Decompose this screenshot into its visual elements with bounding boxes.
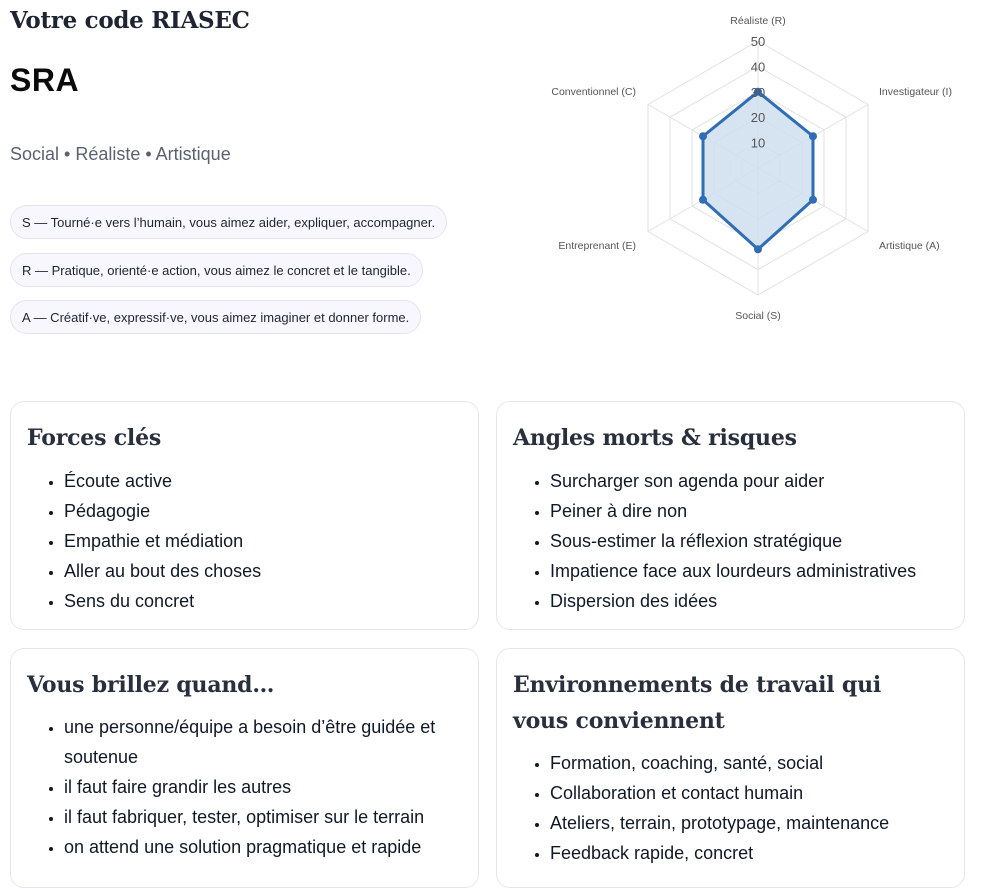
list-item: • Collaboration et contact humain	[550, 778, 889, 808]
card-title: Environnements de travail qui vous conviennent	[513, 672, 882, 734]
list-item: • il faut fabriquer, tester, optimiser sur le terrain	[64, 802, 464, 832]
list-item: • Sens du concret	[64, 586, 261, 616]
riasec-code: SRA	[10, 62, 80, 98]
environnements-list	[497, 748, 889, 868]
card-forces	[10, 401, 479, 630]
card-angles-morts	[496, 401, 965, 630]
radar-data-point	[809, 196, 817, 204]
trait-pill-s: S — Tourné·e vers l’humain, vous aimez aider, expliquer, accompagner.	[10, 205, 447, 239]
list-item: • une personne/équipe a besoin d’être guidée et soutenue	[64, 712, 464, 772]
list-item: • il faut faire grandir les autres	[64, 772, 464, 802]
radar-axis-label: Artistique (A)	[879, 240, 940, 252]
radar-data-point	[699, 196, 707, 204]
radar-data-point	[699, 132, 707, 140]
radar-axis-label: Réaliste (R)	[730, 15, 786, 27]
radar-tick-label: 40	[750, 59, 766, 75]
radar-data-point	[754, 245, 762, 253]
trait-pill-a: A — Créatif·ve, expressif·ve, vous aimez imaginer et donner forme.	[10, 300, 421, 334]
radar-tick-label: 50	[750, 34, 766, 49]
list-item: • Sous-estimer la réflexion stratégique	[550, 526, 916, 556]
list-item: • Ateliers, terrain, prototypage, maintenance	[550, 808, 889, 838]
list-item: • Dispersion des idées	[550, 586, 916, 616]
list-item: • Surcharger son agenda pour aider	[550, 466, 916, 496]
radar-tick-label: 10	[750, 135, 766, 151]
radar-axis-label: Entreprenant (E)	[558, 240, 636, 252]
list-item: • Écoute active	[64, 466, 261, 496]
list-item: • on attend une solution pragmatique et rapide	[64, 832, 464, 862]
card-environnements	[496, 648, 965, 888]
card-title: Forces clés	[27, 425, 162, 451]
radar-axis-label: Conventionnel (C)	[551, 86, 636, 98]
list-item: • Peiner à dire non	[550, 496, 916, 526]
radar-tick-label: 30	[750, 84, 766, 100]
list-item: • Feedback rapide, concret	[550, 838, 889, 868]
forces-list	[11, 466, 261, 616]
angles-list	[497, 466, 916, 616]
riasec-radar-chart	[520, 0, 982, 340]
types-summary: Social • Réaliste • Artistique	[10, 144, 231, 164]
list-item: • Pédagogie	[64, 496, 261, 526]
card-vous-brillez	[10, 648, 479, 888]
list-item: • Aller au bout des choses	[64, 556, 261, 586]
list-item: • Formation, coaching, santé, social	[550, 748, 889, 778]
radar-axis-label: Social (S)	[735, 310, 781, 322]
card-title: Vous brillez quand…	[27, 672, 275, 698]
list-item: • Impatience face aux lourdeurs administratives	[550, 556, 916, 586]
radar-axis-label: Investigateur (I)	[879, 86, 952, 98]
radar-tick-label: 20	[750, 110, 766, 126]
trait-pill-r: R — Pratique, orienté·e action, vous aimez le concret et le tangible.	[10, 253, 423, 287]
radar-data-point	[809, 132, 817, 140]
page-title: Votre code RIASEC	[10, 7, 250, 34]
list-item: • Empathie et médiation	[64, 526, 261, 556]
card-title: Angles morts & risques	[513, 425, 797, 451]
brillez-list	[11, 712, 464, 862]
